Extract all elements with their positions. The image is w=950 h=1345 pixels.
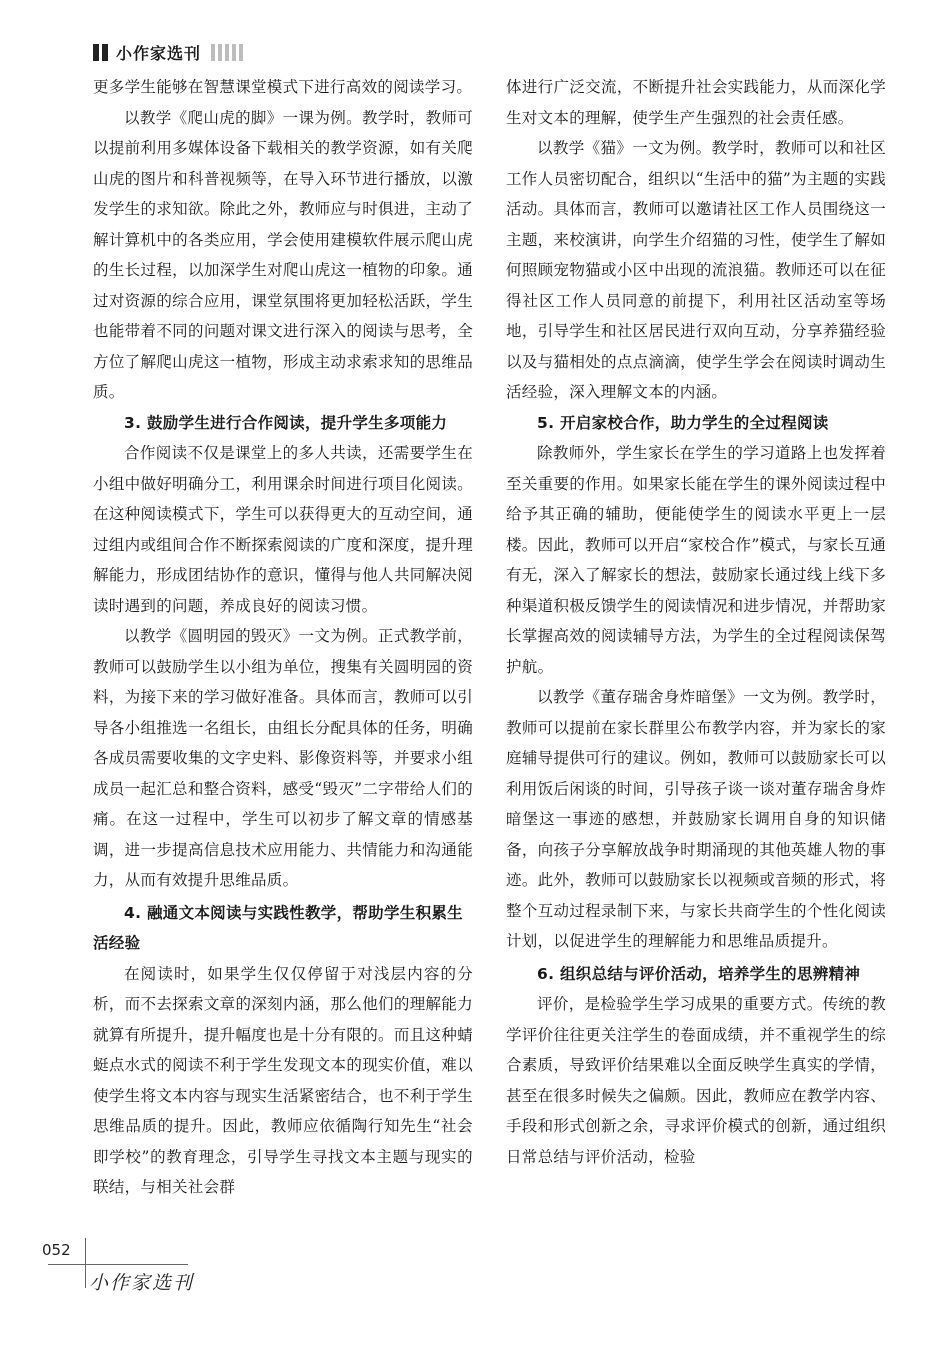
paragraph: 更多学生能够在智慧课堂模式下进行高效的阅读学习。 <box>93 78 473 96</box>
journal-logo: 小作家选刊 <box>89 1272 195 1294</box>
header-bars-right <box>211 44 243 61</box>
header-bars-left <box>93 44 108 61</box>
paragraph: 评价，是检验学生学习成果的重要方式。传统的教学评价往往更关注学生的卷面成绩，并不重视学生的综合素质，导致评价结果难以全面反映学生真实的学情，甚至在很多时候失之偏颇。因此，教师应在教学内容、手段和形式创新之余，寻求评价模式的创新，通过组织日常总结与评价活动，检验 <box>506 995 886 1166</box>
paragraph: 合作阅读不仅是课堂上的多人共读，还需要学生在小组中做好明确分工，利用课余时间进行项目化阅读。在这种阅读模式下，学生可以获得更大的互动空间，通过组内或组间合作不断探索阅读的广度和深度，提升理解能力，形成团结协作的意识，懂得与他人共同解决阅读时遇到的问题，养成良好的阅读习惯。 <box>93 444 473 615</box>
paragraph: 以教学《爬山虎的脚》一课为例。教学时，教师可以提前利用多媒体设备下载相关的教学资源，如有关爬山虎的图片和科普视频等，在导入环节进行播放，以激发学生的求知欲。除此之外，教师应与时俱进，主动了解计算机中的各类应用，学会使用建模软件展示爬山虎的生长过程，以加深学生对爬山虎这一植物的印象。通过对资源的综合应用，课堂氛围将更加轻松活跃，学生也能带着不同的问题对课文进行深入的阅读与思考，全方位了解爬山虎这一植物，形成主动求索求知的思维品质。 <box>93 108 473 401</box>
journal-title: 小作家选刊 <box>116 43 202 63</box>
page-number: 052 <box>42 1241 71 1259</box>
section-heading-4: 4. 融通文本阅读与实践性教学，帮助学生积累生活经验 <box>93 903 463 952</box>
right-column <box>506 72 886 1172</box>
paragraph: 以教学《董存瑞舍身炸暗堡》一文为例。教学时，教师可以提前在家长群里公布教学内容，并为家长的家庭辅导提供可行的建议。例如，教师可以鼓励家长可以利用饭后闲谈的时间，引导孩子谈一谈对董存瑞舍身炸暗堡这一事迹的感想，并鼓励家长调用自身的知识储备，向孩子分享解放战争时期涌现的其他英雄人物的事迹。此外，教师可以鼓励家长以视频或音频的形式，将整个互动过程录制下来，与家长共商学生的个性化阅读计划，以促进学生的理解能力和思维品质提升。 <box>506 688 886 950</box>
section-heading-5: 5. 开启家校合作，助力学生的全过程阅读 <box>537 413 829 432</box>
paragraph: 在阅读时，如果学生仅仅停留于对浅层内容的分析，而不去探索文章的深刻内涵，那么他们的理解能力就算有所提升，提升幅度也是十分有限的。而且这种蜻蜓点水式的阅读不利于学生发现文本的现实价值，难以使学生将文本内容与现实生活紧密结合，也不利于学生思维品质的提升。因此，教师应依循陶行知先生“社会即学校”的教育理念，引导学生寻找文本主题与现实的联结，与相关社会群 <box>93 964 473 1196</box>
paragraph: 以教学《猫》一文为例。教学时，教师可以和社区工作人员密切配合，组织以“生活中的猫”为主题的实践活动。具体而言，教师可以邀请社区工作人员围绕这一主题，来校演讲，向学生介绍猫的习性，使学生了解如何照顾宠物猫或小区中出现的流浪猫。教师还可以在征得社区工作人员同意的前提下，利用社区活动室等场地，引导学生和社区居民进行双向互动，分享养猫经验以及与猫相处的点点滴滴，使学生学会在阅读时调动生活经验，深入理解文本的内涵。 <box>506 139 886 401</box>
paragraph: 以教学《圆明园的毁灭》一文为例。正式教学前，教师可以鼓励学生以小组为单位，搜集有关圆明园的资料，为接下来的学习做好准备。具体而言，教师可以引导各小组推选一名组长，由组长分配具体的任务，明确各成员需要收集的文字史料、影像资料等，并要求小组成员一起汇总和整合资料，感受“毁灭”二字带给人们的痛。在这一过程中，学生可以初步了解文章的情感基调，进一步提高信息技术应用能力、共情能力和沟通能力，从而有效提升思维品质。 <box>93 627 473 889</box>
footer-divider <box>85 1238 86 1288</box>
footer-rule <box>48 1264 188 1265</box>
section-heading-3: 3. 鼓励学生进行合作阅读，提升学生多项能力 <box>124 413 448 432</box>
left-column <box>93 72 473 1203</box>
paragraph: 体进行广泛交流，不断提升社会实践能力，从而深化学生对文本的理解，使学生产生强烈的社会责任感。 <box>506 78 886 127</box>
paragraph: 除教师外，学生家长在学生的学习道路上也发挥着至关重要的作用。如果家长能在学生的课外阅读过程中给予其正确的辅助，便能使学生的阅读水平更上一层楼。因此，教师可以开启“家校合作”模式，与家长互通有无，深入了解家长的想法，鼓励家长通过线上线下多种渠道积极反馈学生的阅读情况和进步情况，并帮助家长掌握高效的阅读辅导方法，为学生的全过程阅读保驾护航。 <box>506 444 886 676</box>
section-heading-6: 6. 组织总结与评价活动，培养学生的思辨精神 <box>537 964 861 983</box>
running-header <box>93 40 243 64</box>
